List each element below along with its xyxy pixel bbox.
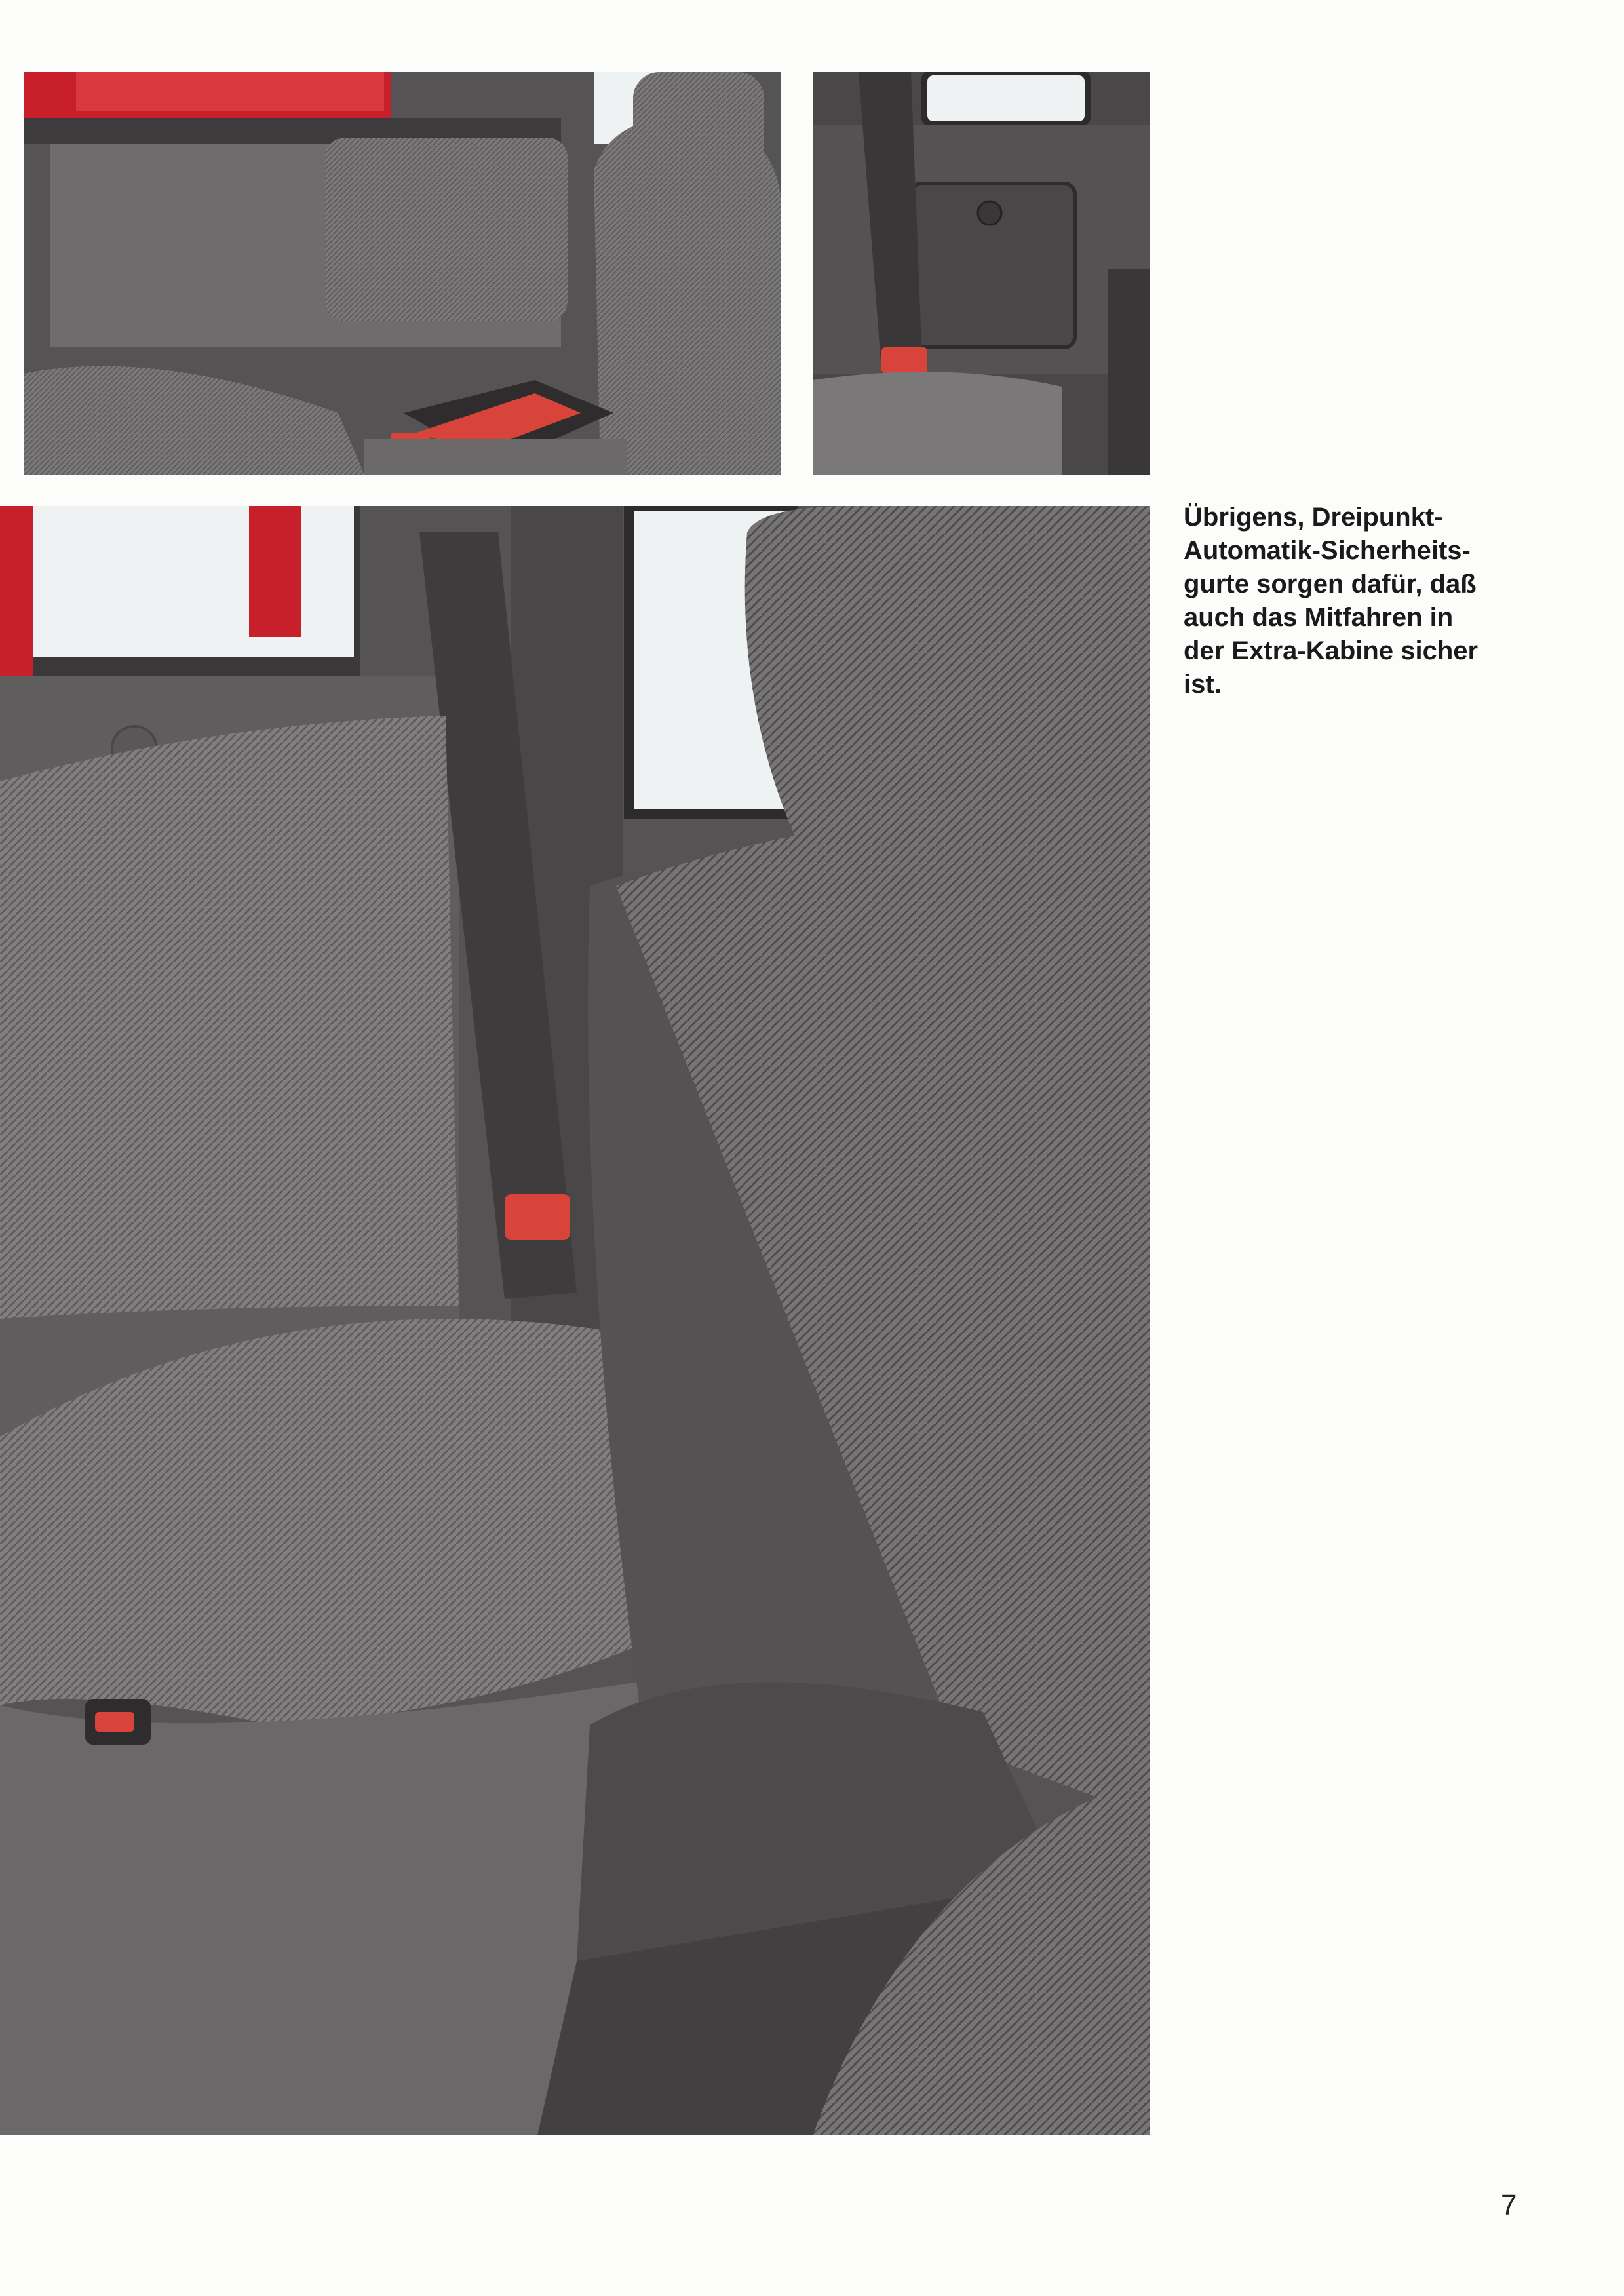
page-number: 7 xyxy=(1501,2189,1517,2221)
photo-rear-bench-storage xyxy=(24,72,781,475)
photo-storage-compartment xyxy=(813,72,1150,475)
photo-extra-cab-interior xyxy=(0,506,1150,2135)
caption-text: Übrigens, Dreipunkt- Automatik-Sicherheits- gurte sorgen dafür, daß auch das Mitfahren in der Extra-Kabine sicher ist. xyxy=(1184,503,1479,699)
